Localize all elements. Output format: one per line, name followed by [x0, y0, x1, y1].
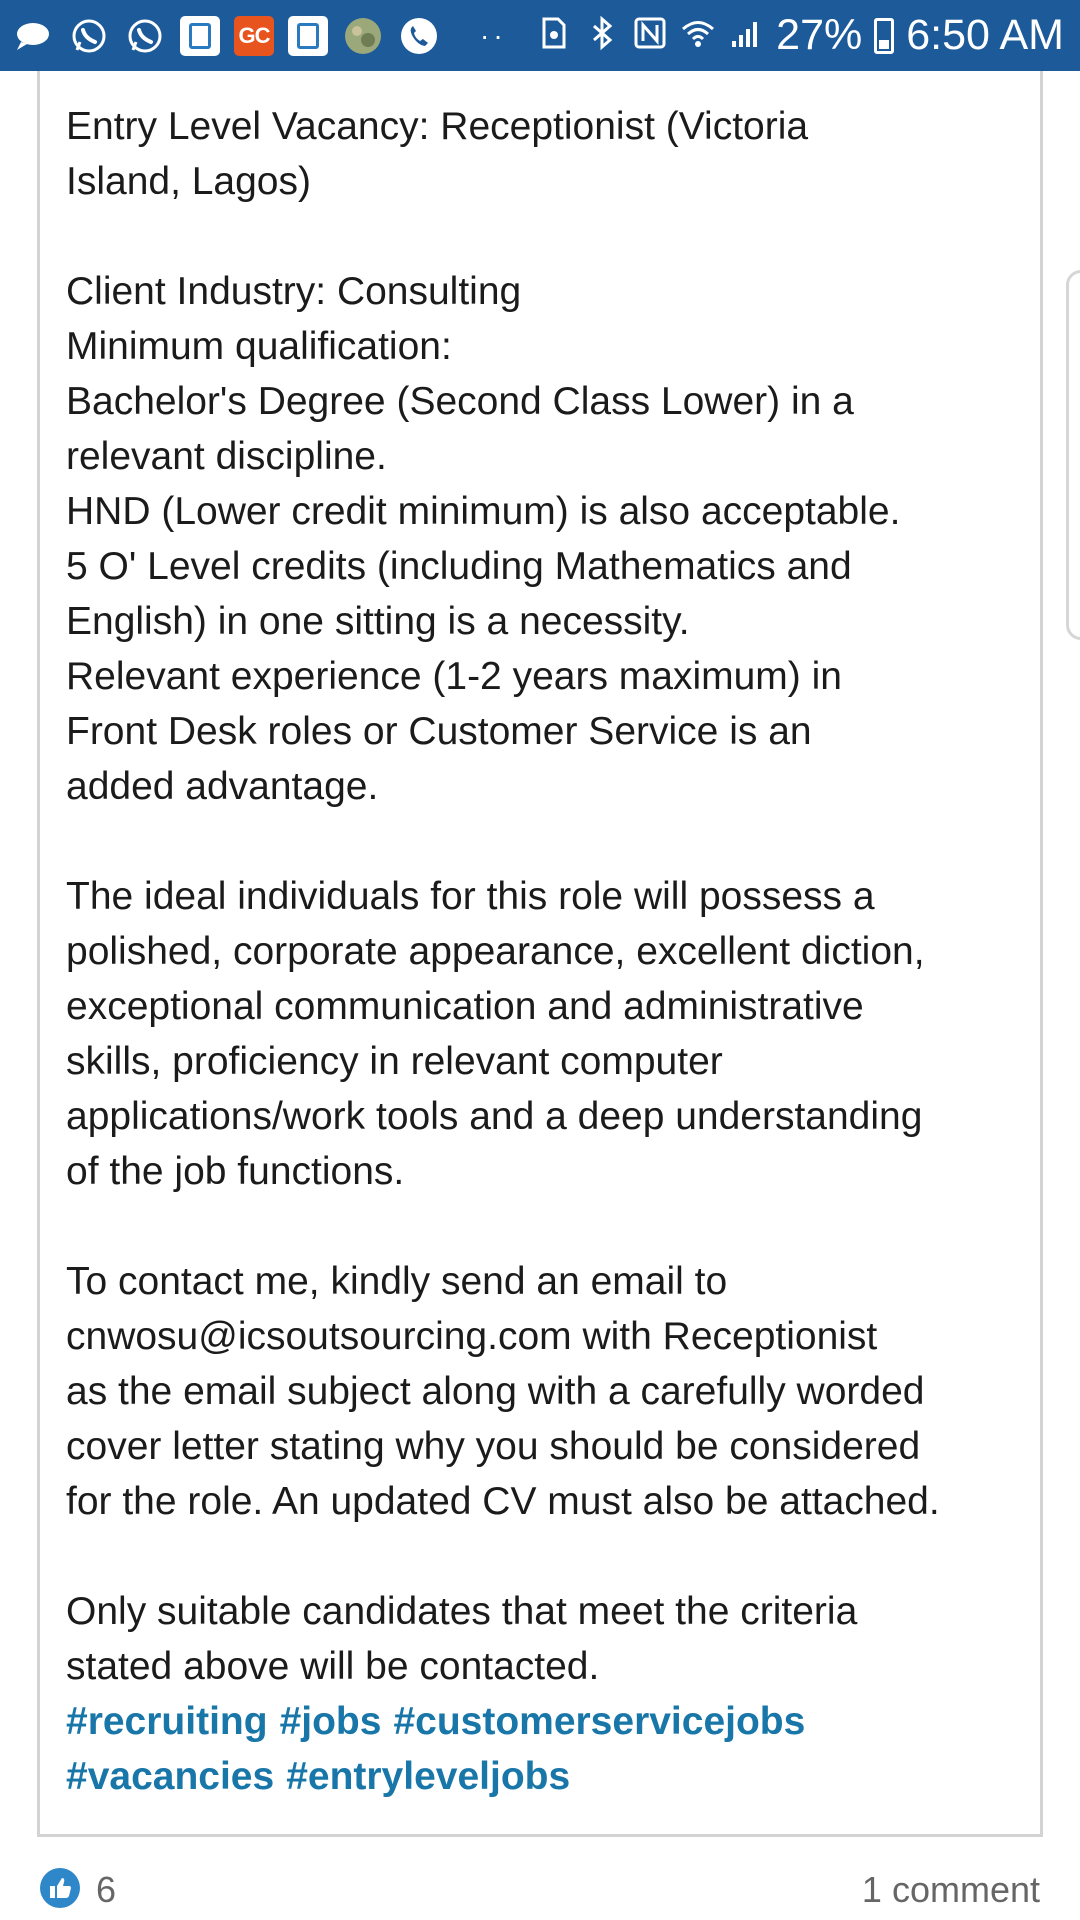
signal-icon	[728, 15, 764, 56]
post-line: cnwosu@icsoutsourcing.com with Receptionist	[66, 1315, 878, 1358]
post-line: Bachelor's Degree (Second Class Lower) in a	[66, 380, 854, 423]
like-icon[interactable]	[40, 1868, 80, 1908]
notification-icons	[12, 15, 507, 57]
post-line: added advantage.	[66, 765, 379, 808]
post-line: HND (Lower credit minimum) is also acceptable.	[66, 490, 901, 533]
post-line: The ideal individuals for this role will possess a	[66, 875, 875, 918]
post-line: English) in one sitting is a necessity.	[66, 600, 690, 643]
post-card	[37, 71, 1043, 1837]
post-line: Entry Level Vacancy: Receptionist (Victoria	[66, 105, 809, 148]
post-line	[66, 1199, 1016, 1254]
hashtag-row	[66, 1694, 1016, 1749]
hashtag-row	[66, 1749, 1016, 1804]
post-line: skills, proficiency in relevant computer	[66, 1040, 723, 1083]
post-line	[66, 1529, 1016, 1584]
post-line: 5 O' Level credits (including Mathematics and	[66, 545, 852, 588]
post-line: Relevant experience (1-2 years maximum) in	[66, 655, 842, 698]
post-line: as the email subject along with a carefully worded	[66, 1370, 925, 1413]
comment-count[interactable]: 1 comment	[861, 1869, 1040, 1910]
whatsapp-icon	[68, 15, 110, 57]
battery-icon	[874, 18, 894, 54]
post-line: exceptional communication and administrative	[66, 985, 864, 1028]
hashtag-vacancies[interactable]: #vacancies	[66, 1755, 275, 1798]
app-doc-icon	[180, 16, 220, 56]
app-doc-icon	[288, 16, 328, 56]
post-line: of the job functions.	[66, 1150, 405, 1193]
post-line: Minimum qualification:	[66, 325, 452, 368]
post-line: cover letter stating why you should be considered	[66, 1425, 921, 1468]
like-count[interactable]: 6	[96, 1869, 117, 1910]
battery-percent: 27%	[776, 11, 863, 59]
post-line	[66, 209, 1016, 264]
post-body	[66, 99, 1016, 1804]
hashtag-recruiting[interactable]: #recruiting	[66, 1700, 268, 1743]
hashtag-entryleveljobs[interactable]: #entryleveljobs	[286, 1755, 571, 1798]
post-line: applications/work tools and a deep understanding	[66, 1095, 923, 1138]
post-line	[66, 814, 1016, 869]
hashtag-jobs[interactable]: #jobs	[279, 1700, 382, 1743]
post-line: polished, corporate appearance, excellent diction,	[66, 930, 925, 973]
post-line: Only suitable candidates that meet the criteria	[66, 1590, 858, 1633]
post-line: To contact me, kindly send an email to	[66, 1260, 728, 1303]
bluetooth-icon	[584, 15, 620, 56]
post-line: for the role. An updated CV must also be attached.	[66, 1480, 940, 1523]
wifi-icon	[680, 15, 716, 56]
post-line: Island, Lagos)	[66, 160, 311, 203]
post-line: Client Industry: Consulting	[66, 270, 522, 313]
status-bar	[0, 0, 1080, 71]
chat-bubble-icon	[12, 15, 54, 57]
post-line: stated above will be contacted.	[66, 1645, 600, 1688]
system-status	[536, 11, 1064, 60]
side-panel-handle[interactable]	[1066, 270, 1080, 640]
photo-thumb-icon	[342, 15, 384, 57]
whatsapp-icon	[124, 15, 166, 57]
nfc-icon	[632, 15, 668, 56]
post-line: relevant discipline.	[66, 435, 387, 478]
sim-icon	[536, 15, 572, 56]
gc-app-icon: GC	[234, 16, 274, 56]
phone-icon	[398, 15, 440, 57]
overflow-dots: ··	[480, 19, 507, 51]
clock: 6:50 AM	[906, 11, 1064, 59]
post-line: Front Desk roles or Customer Service is an	[66, 710, 812, 753]
social-counts-row	[40, 1868, 1040, 1920]
hashtag-customerservicejobs[interactable]: #customerservicejobs	[393, 1700, 806, 1743]
